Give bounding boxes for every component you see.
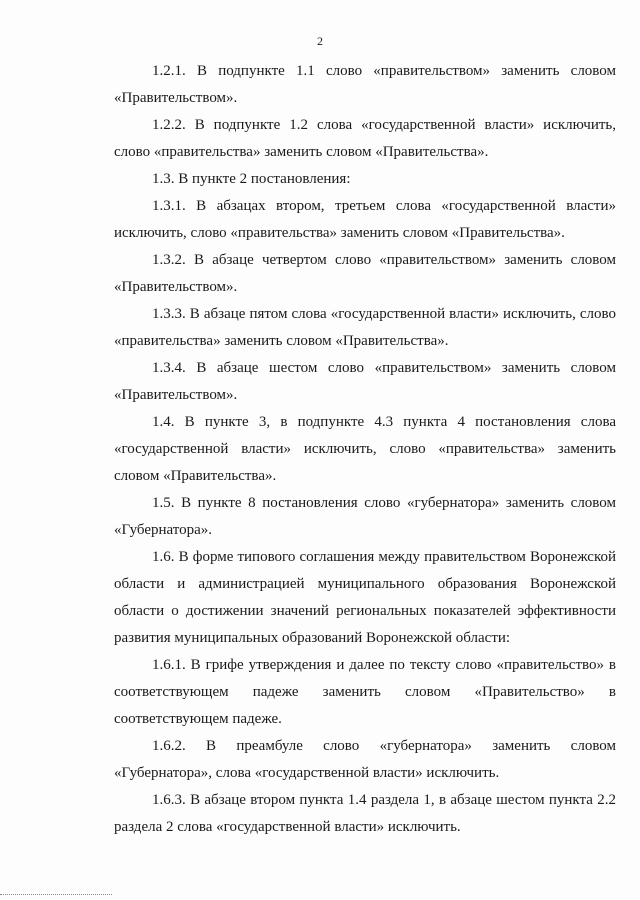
paragraph-1-6-3: 1.6.3. В абзаце втором пункта 1.4 раздела 1, в абзаце шестом пункта 2.2 раздела 2 слова «государственной власти» исключить. bbox=[114, 792, 616, 835]
document-body bbox=[114, 58, 616, 841]
paragraph-1-6-2: 1.6.2. В преамбуле слово «губернатора» заменить словом «Губернатора», слова «государственной власти» исключить. bbox=[114, 738, 616, 781]
paragraph-1-3-3: 1.3.3. В абзаце пятом слова «государственной власти» исключить, слово «правительства» заменить словом «Правительства». bbox=[114, 306, 616, 349]
paragraph-1-3: 1.3. В пункте 2 постановления: bbox=[152, 171, 351, 187]
paragraph-1-3-4: 1.3.4. В абзаце шестом слово «правительством» заменить словом «Правительством». bbox=[114, 360, 616, 403]
bottom-scan-rule bbox=[0, 894, 112, 895]
paragraph-1-5: 1.5. В пункте 8 постановления слово «губернатора» заменить словом «Губернатора». bbox=[114, 495, 616, 538]
paragraph-1-4: 1.4. В пункте 3, в подпункте 4.3 пункта 4 постановления слова «государственной власти» исключить, слово «правительства» заменить словом «Правительства». bbox=[114, 414, 616, 484]
paragraph-1-2-2: 1.2.2. В подпункте 1.2 слова «государственной власти» исключить, слово «правительства» заменить словом «Правительства». bbox=[114, 117, 616, 160]
paragraph-1-3-2: 1.3.2. В абзаце четвертом слово «правительством» заменить словом «Правительством». bbox=[114, 252, 616, 295]
paragraph-1-2-1: 1.2.1. В подпункте 1.1 слово «правительством» заменить словом «Правительством». bbox=[114, 63, 616, 106]
paragraph-1-6: 1.6. В форме типового соглашения между правительством Воронежской области и администрацией муниципального образования Воронежской области о достижении значений региональных показателей эффективности развития муниципальных образований Воронежской области: bbox=[114, 549, 616, 646]
page-number: 2 bbox=[317, 34, 323, 48]
paragraph-1-3-1: 1.3.1. В абзацах втором, третьем слова «государственной власти» исключить, слово «правительства» заменить словом «Правительства». bbox=[114, 198, 616, 241]
paragraph-1-6-1: 1.6.1. В грифе утверждения и далее по тексту слово «правительство» в соответствующем падеже заменить словом «Правительство» в соответствующем падеже. bbox=[114, 657, 616, 727]
